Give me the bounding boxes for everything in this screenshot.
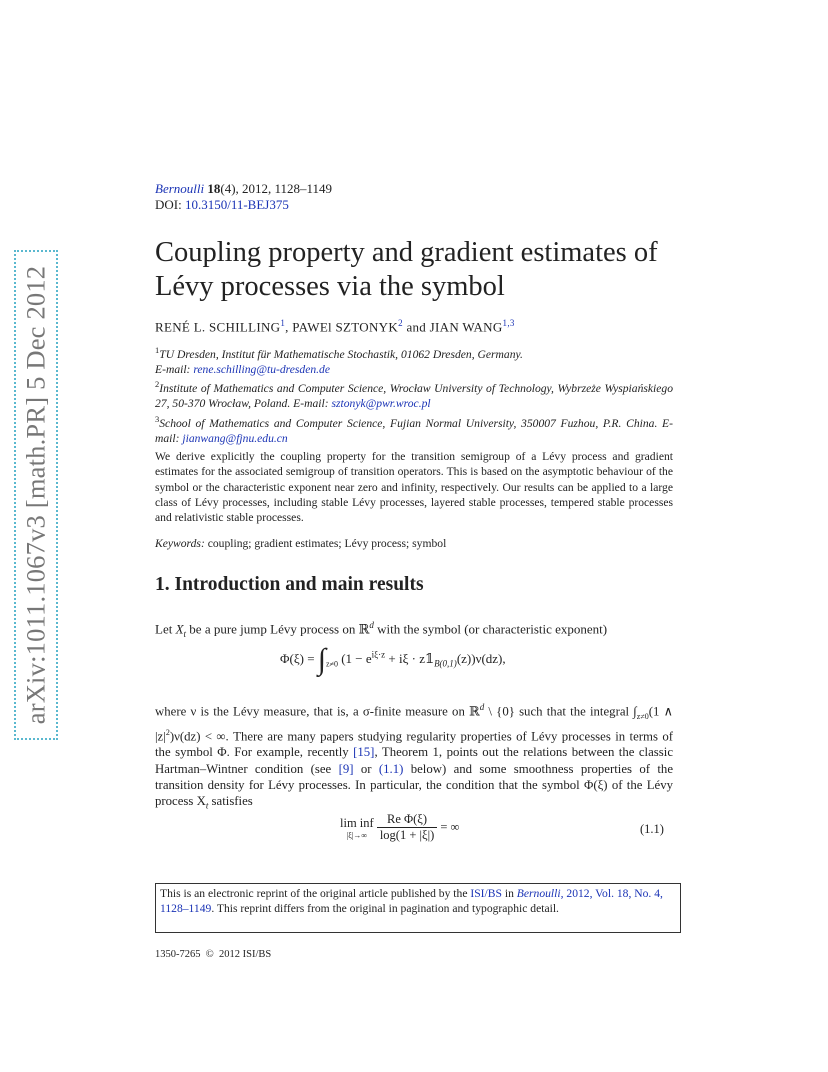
bernoulli-link[interactable]: Bernoulli,	[516, 887, 564, 900]
affiliation-1: $^1$TU Dresden, Institut für Mathematische Stochastik, 01062 Dresden, Germany. E-mail: rene.schilling@tu-dresden.de	[155, 345, 523, 377]
section-heading: 1. Introduction and main results	[155, 574, 424, 595]
copyright-year: 2012 ISI/BS	[218, 949, 272, 960]
keywords-label: Keywords:	[155, 537, 205, 550]
isibs-link[interactable]: ISI/BS	[470, 887, 502, 900]
title-line-1: Coupling property and gradient estimates of	[155, 237, 658, 268]
arxiv-stamp: arXiv:1011.1067v3 [math.PR] 5 Dec 2012	[20, 265, 51, 725]
doi-link[interactable]: 10.3150/11-BEJ375	[184, 197, 289, 212]
equation-symbol: $\Phi(\xi) = \int_{z\ne 0}$ ($1 - e^{i\xi\cdot z} + i\xi$ · $z𝟙_{B(0,1)}(z))\nu(dz)$,	[280, 643, 506, 676]
affiliation-3: $^3$School of Mathematics and Computer Science, Fujian Normal University, 350007 Fuzhou, P.R. China. E-mail: jianwang@fjnu.edu.cn	[155, 413, 673, 445]
intro-paragraph-2: where ν is the Lévy measure, that is, a σ-finite measure on ℝ$^d$ \ {0} such that the integral $\int_{z\ne 0}(1$ ∧ $|z|^2)\nu(dz)$ < ∞. There are many papers studying regularity properties of Lévy processes in terms of the symbol Φ. For example, recently [15], Theorem 1, points out the relations between the classic Hartman–Wintner condition (see [9] or (1.1) below) and some smoothness properties of the transition density for Lévy processes. In particular, the condition that the symbol Φ(ξ) of the Lévy process $X_t$ satisfies	[155, 702, 673, 811]
journal-link[interactable]: Bernoulli	[155, 181, 205, 196]
citation-link[interactable]: 2012, Vol. 18, No. 4, 1128–1149	[160, 887, 663, 916]
intro-paragraph-1: Let $X_t$ be a pure jump Lévy process on ℝ$^d$ with the symbol (or characteristic exponent)	[155, 620, 608, 639]
reprint-notice: This is an electronic reprint of the original article published by the ISI/BS in Bernoulli, 2012, Vol. 18, No. 4, 1128–1149. This reprint differs from the original in pagination and typographic detail.	[155, 883, 681, 933]
doi-label: DOI:	[155, 197, 182, 212]
ref-9-link[interactable]: [9]	[338, 761, 354, 776]
affiliations	[155, 343, 673, 446]
paper-title	[155, 236, 715, 304]
email-link-2[interactable]: sztonyk@pwr.wroc.pl	[331, 397, 431, 411]
author-1: RENÉ L. SCHILLING	[155, 319, 281, 335]
author-3-affil[interactable]: 1,3	[502, 318, 515, 328]
issn: 1350-7265	[155, 949, 201, 960]
email-link-1[interactable]: rene.schilling@tu-dresden.de	[193, 363, 330, 377]
journal-volume: 18	[207, 181, 221, 196]
keywords	[155, 537, 446, 550]
title-line-2: Lévy processes via the symbol	[155, 271, 505, 302]
eq-1-1-link[interactable]: (1.1)	[378, 761, 404, 776]
author-and: and	[406, 319, 427, 335]
ref-15-link[interactable]: [15]	[353, 745, 375, 760]
copyright-icon: ©	[205, 949, 214, 960]
author-2: PAWEl SZTONYK	[292, 319, 399, 335]
author-2-affil[interactable]: 2	[398, 318, 403, 328]
author-3: JIAN WANG	[429, 319, 503, 335]
keywords-list: coupling; gradient estimates; Lévy process; symbol	[207, 537, 447, 550]
author-1-affil[interactable]: 1	[280, 318, 286, 328]
equation-1-1: lim inf |ξ|→∞ $\frac{\text{Re Φ(ξ)}}{\log(1 + |\xi|)}$ = ∞	[340, 812, 460, 842]
fraction: $\frac{\text{Re Φ(ξ)}}{\log(1 + |\xi|)}$	[377, 812, 437, 843]
abstract: We derive explicitly the coupling property for the transition semigroup of a Lévy process and gradient estimates for the associated semigroup of transition operators. This is based on the asymptotic behaviour of the symbol or the characteristic exponent near zero and infinity, respectively. Our results can be applied to a large class of Lévy processes, including stable Lévy processes, layered stable processes, tempered stable processes and relativistic stable processes.	[155, 450, 673, 525]
email-link-3[interactable]: jianwang@fjnu.edu.cn	[182, 431, 288, 445]
author-list: RENÉ L. SCHILLING$^1$, PAWEl SZTONYK$^2$ and JIAN WANG$^{1,3}$	[155, 318, 515, 335]
integral-sign: ∫	[317, 643, 327, 676]
journal-header	[155, 181, 332, 213]
footer	[155, 949, 271, 960]
affiliation-2: $^2$Institute of Mathematics and Computer Science, Wrocław University of Technology, Wybrzeże Wyspiańskiego 27, 50-370 Wrocław, Poland. E-mail: sztonyk@pwr.wroc.pl	[155, 379, 673, 411]
equation-number: (1.1)	[640, 822, 664, 836]
journal-issue-pages: (4), 2012, 1128–1149	[220, 181, 333, 196]
